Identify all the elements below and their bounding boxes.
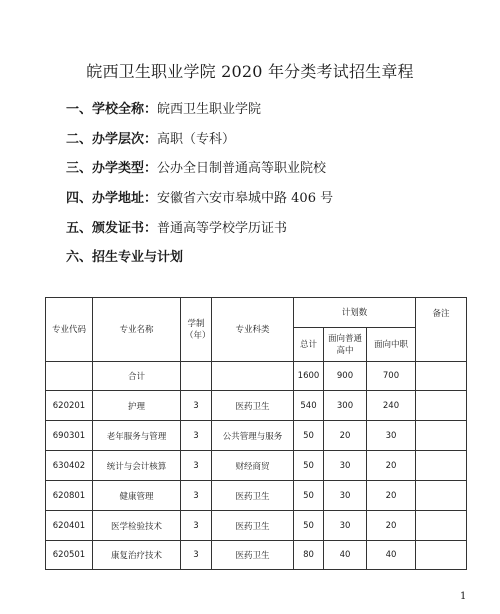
page-number: 1: [460, 591, 467, 602]
total-row: [46, 362, 467, 391]
cell-empty: [46, 362, 93, 391]
section-value: 皖西卫生职业学院: [157, 102, 262, 117]
cell-total: 50: [294, 481, 324, 511]
cell-empty: [416, 362, 467, 391]
cell-general: 40: [324, 541, 367, 570]
section-value: 安徽省六安市皋城中路 406 号: [157, 191, 334, 206]
cell-code: 620801: [46, 481, 93, 511]
cell-years: 3: [181, 451, 212, 481]
section-value: 普通高等学校学历证书: [157, 221, 288, 236]
cell-years: 3: [181, 541, 212, 570]
cell-years: 3: [181, 391, 212, 421]
section-value: 公办全日制普通高等职业院校: [157, 161, 327, 176]
cell-category: 财经商贸: [212, 451, 294, 481]
header-general-high-school: [324, 328, 367, 362]
section-address: [66, 187, 333, 206]
section-label: 一、学校全称：: [66, 102, 158, 117]
cell-years: 3: [181, 421, 212, 451]
header-total: 总计: [294, 328, 324, 362]
cell-total: 50: [294, 421, 324, 451]
cell-code: 620401: [46, 511, 93, 541]
cell-name: 护理: [93, 391, 181, 421]
cell-remark: [416, 421, 467, 451]
table-row: [46, 511, 467, 541]
cell-vocational: 30: [367, 421, 416, 451]
header-remark: 备注: [416, 298, 467, 362]
cell-total: 50: [294, 451, 324, 481]
cell-vocational: 240: [367, 391, 416, 421]
table-row: [46, 451, 467, 481]
cell-years: 3: [181, 481, 212, 511]
cell-remark: [416, 391, 467, 421]
header-category: 专业科类: [212, 298, 294, 362]
cell-code: 620501: [46, 541, 93, 570]
cell-remark: [416, 541, 467, 570]
total-general: 900: [324, 362, 367, 391]
section-type: [66, 157, 326, 176]
cell-category: 公共管理与服务: [212, 421, 294, 451]
cell-general: 30: [324, 481, 367, 511]
section-label: 三、办学类型：: [66, 161, 158, 176]
cell-code: 630402: [46, 451, 93, 481]
section-majors: [66, 246, 183, 265]
total-vocational: 700: [367, 362, 416, 391]
header-major-code: 专业代码: [46, 298, 93, 362]
table-row: [46, 481, 467, 511]
header-plan: 计划数: [294, 298, 416, 328]
cell-empty: [212, 362, 294, 391]
cell-category: 医药卫生: [212, 511, 294, 541]
table-row: [46, 391, 467, 421]
cell-vocational: 20: [367, 451, 416, 481]
cell-remark: [416, 481, 467, 511]
section-value: 高职（专科）: [157, 132, 236, 147]
section-level: [66, 128, 235, 147]
total-label: 合计: [93, 362, 181, 391]
section-certificate: [66, 217, 287, 236]
cell-name: 康复治疗技术: [93, 541, 181, 570]
cell-name: 医学检验技术: [93, 511, 181, 541]
cell-vocational: 20: [367, 481, 416, 511]
header-years-text: 学制（年）: [185, 318, 211, 341]
table-row: [46, 421, 467, 451]
section-label: 五、颁发证书：: [66, 221, 158, 236]
section-label: 六、招生专业与计划: [66, 250, 184, 265]
cell-empty: [181, 362, 212, 391]
section-label: 四、办学地址：: [66, 191, 158, 206]
cell-total: 80: [294, 541, 324, 570]
table-row: [46, 541, 467, 570]
cell-total: 540: [294, 391, 324, 421]
header-major-name: 专业名称: [93, 298, 181, 362]
cell-code: 690301: [46, 421, 93, 451]
cell-total: 50: [294, 511, 324, 541]
cell-remark: [416, 511, 467, 541]
enrollment-plan-table: [45, 297, 467, 570]
cell-vocational: 40: [367, 541, 416, 570]
cell-name: 健康管理: [93, 481, 181, 511]
cell-general: 30: [324, 451, 367, 481]
cell-name: 统计与会计核算: [93, 451, 181, 481]
cell-category: 医药卫生: [212, 481, 294, 511]
section-label: 二、办学层次：: [66, 132, 158, 147]
section-school-name: [66, 98, 261, 117]
header-general-text: 面向普通高中: [327, 333, 362, 356]
cell-years: 3: [181, 511, 212, 541]
cell-general: 300: [324, 391, 367, 421]
document-title: 皖西卫生职业学院 2020 年分类考试招生章程: [86, 62, 414, 81]
cell-name: 老年服务与管理: [93, 421, 181, 451]
cell-category: 医药卫生: [212, 541, 294, 570]
cell-category: 医药卫生: [212, 391, 294, 421]
cell-code: 620201: [46, 391, 93, 421]
header-years: [181, 298, 212, 362]
cell-general: 30: [324, 511, 367, 541]
cell-general: 20: [324, 421, 367, 451]
cell-vocational: 20: [367, 511, 416, 541]
cell-remark: [416, 451, 467, 481]
total-total: 1600: [294, 362, 324, 391]
header-vocational: 面向中职: [367, 328, 416, 362]
